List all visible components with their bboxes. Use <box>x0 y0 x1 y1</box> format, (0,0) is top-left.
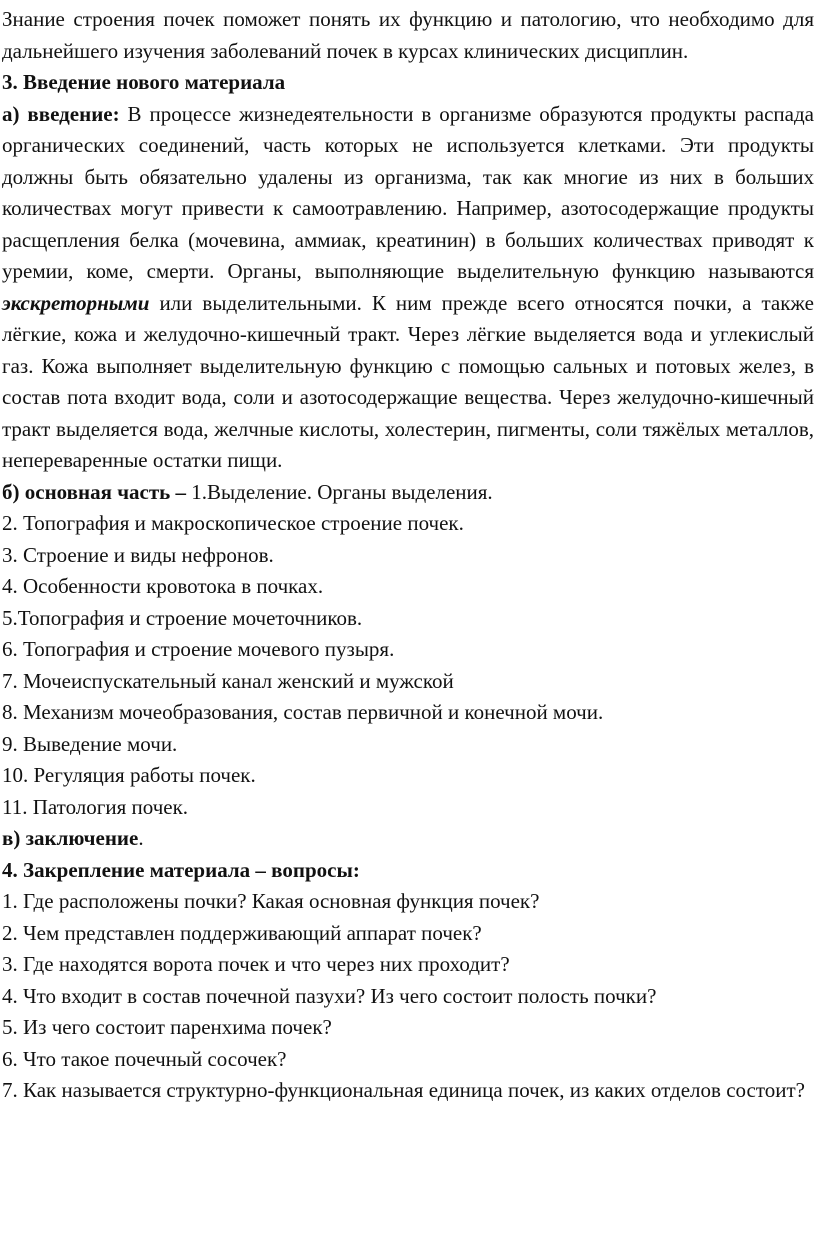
main-part-list <box>2 508 814 823</box>
main-part-line <box>2 477 814 509</box>
intro-text-part-1: В процессе жизнедеятельности в организме образуются продукты распада органических соединений, часть которых не используется клетками. Эти продукты должны быть обязательно удалены из организма, так как многие из них в больших количествах могут привести к самоотравлению. Например, азотосодержащие продукты расщепления белка (мочевина, аммиак, креатинин) в больших количествах приводят к уремии, коме, смерти. Органы, выполняющие выделительную функцию называются <box>2 101 814 283</box>
list-item: 9. Выведение мочи. <box>2 731 178 756</box>
conclusion-label: в) заключение <box>2 826 139 850</box>
list-item: 7. Мочеиспускательный канал женский и мужской <box>2 668 454 693</box>
main-part-label: б) основная часть – <box>2 479 187 504</box>
intro-subsection <box>2 99 814 477</box>
list-item: 2. Топография и макроскопическое строение почек. <box>2 511 464 535</box>
main-part-item-1: 1.Выделение. Органы выделения. <box>186 479 493 504</box>
conclusion-punct: . <box>138 826 144 850</box>
intro-subsection-label: а) введение: <box>2 101 120 126</box>
intro-paragraph: Знание строения почек поможет понять их функцию и патологию, что необходимо для дальнейшего изучения заболеваний почек в курсах клинических дисциплин. <box>2 7 814 63</box>
question-item: 5. Из чего состоит паренхима почек? <box>2 1015 332 1039</box>
list-item: 5.Топография и строение мочеточников. <box>2 605 363 630</box>
question-item: 4. Что входит в состав почечной пазухи? Из чего состоит полость почки? <box>2 983 657 1008</box>
conclusion-line <box>2 823 814 855</box>
list-item: 11. Патология почек. <box>2 794 189 819</box>
section-4-heading: 4. Закрепление материала – вопросы: <box>2 857 360 882</box>
question-item: 7. Как называется структурно-функциональная единица почек, из каких отделов состоит? <box>2 1078 806 1102</box>
list-item: 4. Особенности кровотока в почках. <box>2 574 324 598</box>
question-item: 6. Что такое почечный сосочек? <box>2 1046 287 1071</box>
questions-list <box>2 886 814 1107</box>
excretory-term: экскреторными <box>2 290 150 315</box>
list-item: 3. Строение и виды нефронов. <box>2 542 274 567</box>
list-item: 10. Регуляция работы почек. <box>2 763 256 787</box>
question-item: 1. Где расположены почки? Какая основная функция почек? <box>2 889 540 913</box>
intro-text-part-2: или выделительными. К ним прежде всего относятся почки, а также лёгкие, кожа и желудочно-кишечный тракт. Через лёгкие выделяется вода и углекислый газ. Кожа выполняет выделительную функцию с помощью сальных и потовых желез, в состав пота входит вода, соли и азотосодержащие вещества. Через желудочно-кишечный тракт выделяется вода, желчные кислоты, холестерин, пигменты, соли тяжёлых металлов, непереваренные остатки пищи. <box>2 290 814 472</box>
section-3-heading: 3. Введение нового материала <box>2 70 286 94</box>
question-item: 2. Чем представлен поддерживающий аппарат почек? <box>2 920 482 945</box>
list-item: 6. Топография и строение мочевого пузыря. <box>2 637 395 661</box>
list-item: 8. Механизм мочеобразования, состав первичной и конечной мочи. <box>2 700 604 724</box>
question-item: 3. Где находятся ворота почек и что через них проходит? <box>2 952 510 976</box>
